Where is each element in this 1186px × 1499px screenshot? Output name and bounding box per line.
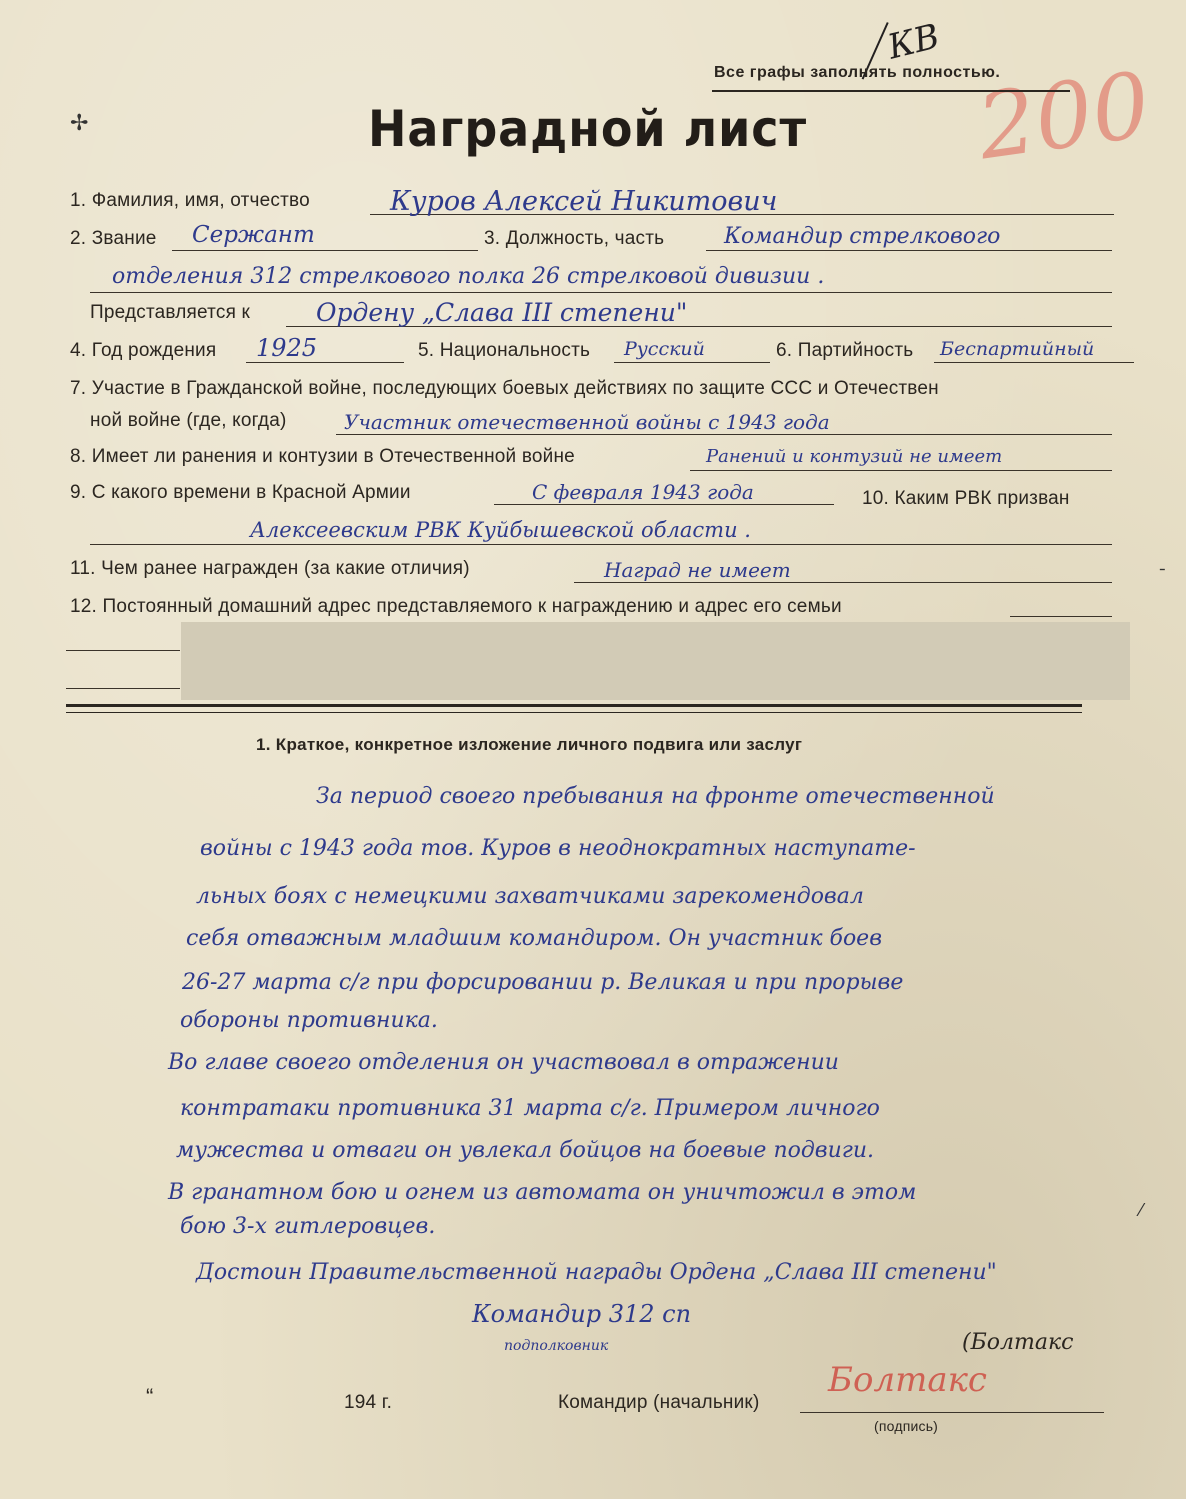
field-1-label: 1. Фамилия, имя, отчество xyxy=(70,190,310,211)
field-6-label: 6. Партийность xyxy=(776,340,914,361)
commander-rank: подполковник xyxy=(504,1338,609,1354)
footer-signature-line xyxy=(800,1412,1104,1413)
narrative-line: Достоин Правительственной награды Ордена „Слава III степени" xyxy=(196,1260,997,1285)
field-2-line xyxy=(172,250,478,251)
narrative-line: льных боях с немецкими захватчиками зарекомендовал xyxy=(196,884,864,909)
top-instruction: Все графы заполнять полностью. xyxy=(714,64,1001,81)
narrative-line: Во главе своего отделения он участвовал в отражении xyxy=(168,1050,839,1075)
margin-mark: ⁄ xyxy=(1140,1200,1144,1220)
field-5-line xyxy=(614,362,770,363)
field-9-value: С февраля 1943 года xyxy=(532,480,754,504)
narrative-line: войны с 1943 года тов. Куров в неоднократных наступате- xyxy=(200,836,916,861)
footer-year: 194 г. xyxy=(344,1392,393,1413)
field-2-label: 2. Звание xyxy=(70,228,157,249)
field-12-line-3 xyxy=(66,688,180,689)
field-4-line xyxy=(246,362,404,363)
red-number: 200 xyxy=(971,52,1157,181)
field-5-label: 5. Национальность xyxy=(418,340,591,361)
present-value: Ордену „Слава III степени" xyxy=(316,298,688,327)
field-3-value-cont: отделения 312 стрелкового полка 26 стрелковой дивизии . xyxy=(112,264,825,289)
field-4-label: 4. Год рождения xyxy=(70,340,217,361)
field-3-label: 3. Должность, часть xyxy=(484,228,665,249)
field-6-value: Беспартийный xyxy=(940,338,1095,360)
commander-title: Командир 312 сп xyxy=(472,1300,692,1328)
field-12-line xyxy=(1010,616,1112,617)
field-9-line xyxy=(494,504,834,505)
field-10-label: 10. Каким РВК призван xyxy=(862,488,1070,509)
corner-mark: КВ xyxy=(883,16,944,68)
field-11-line xyxy=(574,582,1112,583)
footer-commander-label: Командир (начальник) xyxy=(558,1392,760,1413)
field-7-label: 7. Участие в Гражданской войне, последующих боевых действиях по защите ССС и Отечествен xyxy=(70,378,939,399)
commander-name: (Болтакс xyxy=(962,1330,1074,1355)
field-2-value: Сержант xyxy=(192,222,315,248)
redacted-address xyxy=(181,622,1130,700)
margin-mark: ╴ xyxy=(1160,562,1170,579)
field-7-label-cont: ной войне (где, когда) xyxy=(90,410,287,431)
footer-quote-mark: “ xyxy=(146,1384,154,1409)
field-12-line-2 xyxy=(66,650,180,651)
field-4-value: 1925 xyxy=(256,334,318,362)
narrative-line: себя отважным младшим командиром. Он участник боев xyxy=(186,926,883,951)
present-label: Представляется к xyxy=(90,302,251,323)
field-3-line xyxy=(706,250,1112,251)
field-3-value: Командир стрелкового xyxy=(724,224,1001,249)
field-7-value: Участник отечественной войны с 1943 года xyxy=(344,410,830,434)
field-10-value: Алексеевским РВК Куйбышевской области . xyxy=(250,518,751,542)
narrative-line: бою 3-х гитлеровцев. xyxy=(180,1214,436,1239)
field-12-label: 12. Постоянный домашний адрес представляемого к награждению и адрес его семьи xyxy=(70,596,842,617)
section-heading: 1. Краткое, конкретное изложение личного подвига или заслуг xyxy=(256,735,803,754)
section-divider xyxy=(66,704,1082,707)
field-3-line-cont xyxy=(90,292,1112,293)
top-instruction-underline xyxy=(712,90,1070,92)
narrative-line: обороны противника. xyxy=(180,1008,438,1033)
field-5-value: Русский xyxy=(624,338,705,360)
field-10-line xyxy=(90,544,1112,545)
field-11-label: 11. Чем ранее награжден (за какие отличия) xyxy=(70,558,470,579)
field-8-line xyxy=(690,470,1112,471)
margin-mark: ✢ xyxy=(70,110,89,135)
narrative-line: мужества и отваги он увлекал бойцов на боевые подвиги. xyxy=(176,1138,875,1163)
field-8-label: 8. Имеет ли ранения и контузии в Отечественной войне xyxy=(70,446,575,467)
footer-signature-caption: (подпись) xyxy=(874,1418,939,1434)
narrative-line: контратаки противника 31 марта с/г. Примером личного xyxy=(180,1096,880,1121)
narrative-line: В гранатном бою и огнем из автомата он уничтожил в этом xyxy=(168,1180,917,1205)
document-title: Наградной лист xyxy=(368,100,808,158)
field-8-value: Ранений и контузий не имеет xyxy=(706,446,1003,467)
section-divider-thin xyxy=(66,712,1082,713)
commander-signature: Болтакс xyxy=(828,1360,987,1400)
field-7-line xyxy=(336,434,1112,435)
narrative-line: 26-27 марта с/г при форсировании р. Великая и при прорыве xyxy=(182,970,904,995)
field-6-line xyxy=(934,362,1134,363)
narrative-line: За период своего пребывания на фронте отечественной xyxy=(316,784,995,809)
field-11-value: Наград не имеет xyxy=(604,558,791,582)
field-1-value: Куров Алексей Никитович xyxy=(390,186,778,217)
field-9-label: 9. С какого времени в Красной Армии xyxy=(70,482,411,503)
